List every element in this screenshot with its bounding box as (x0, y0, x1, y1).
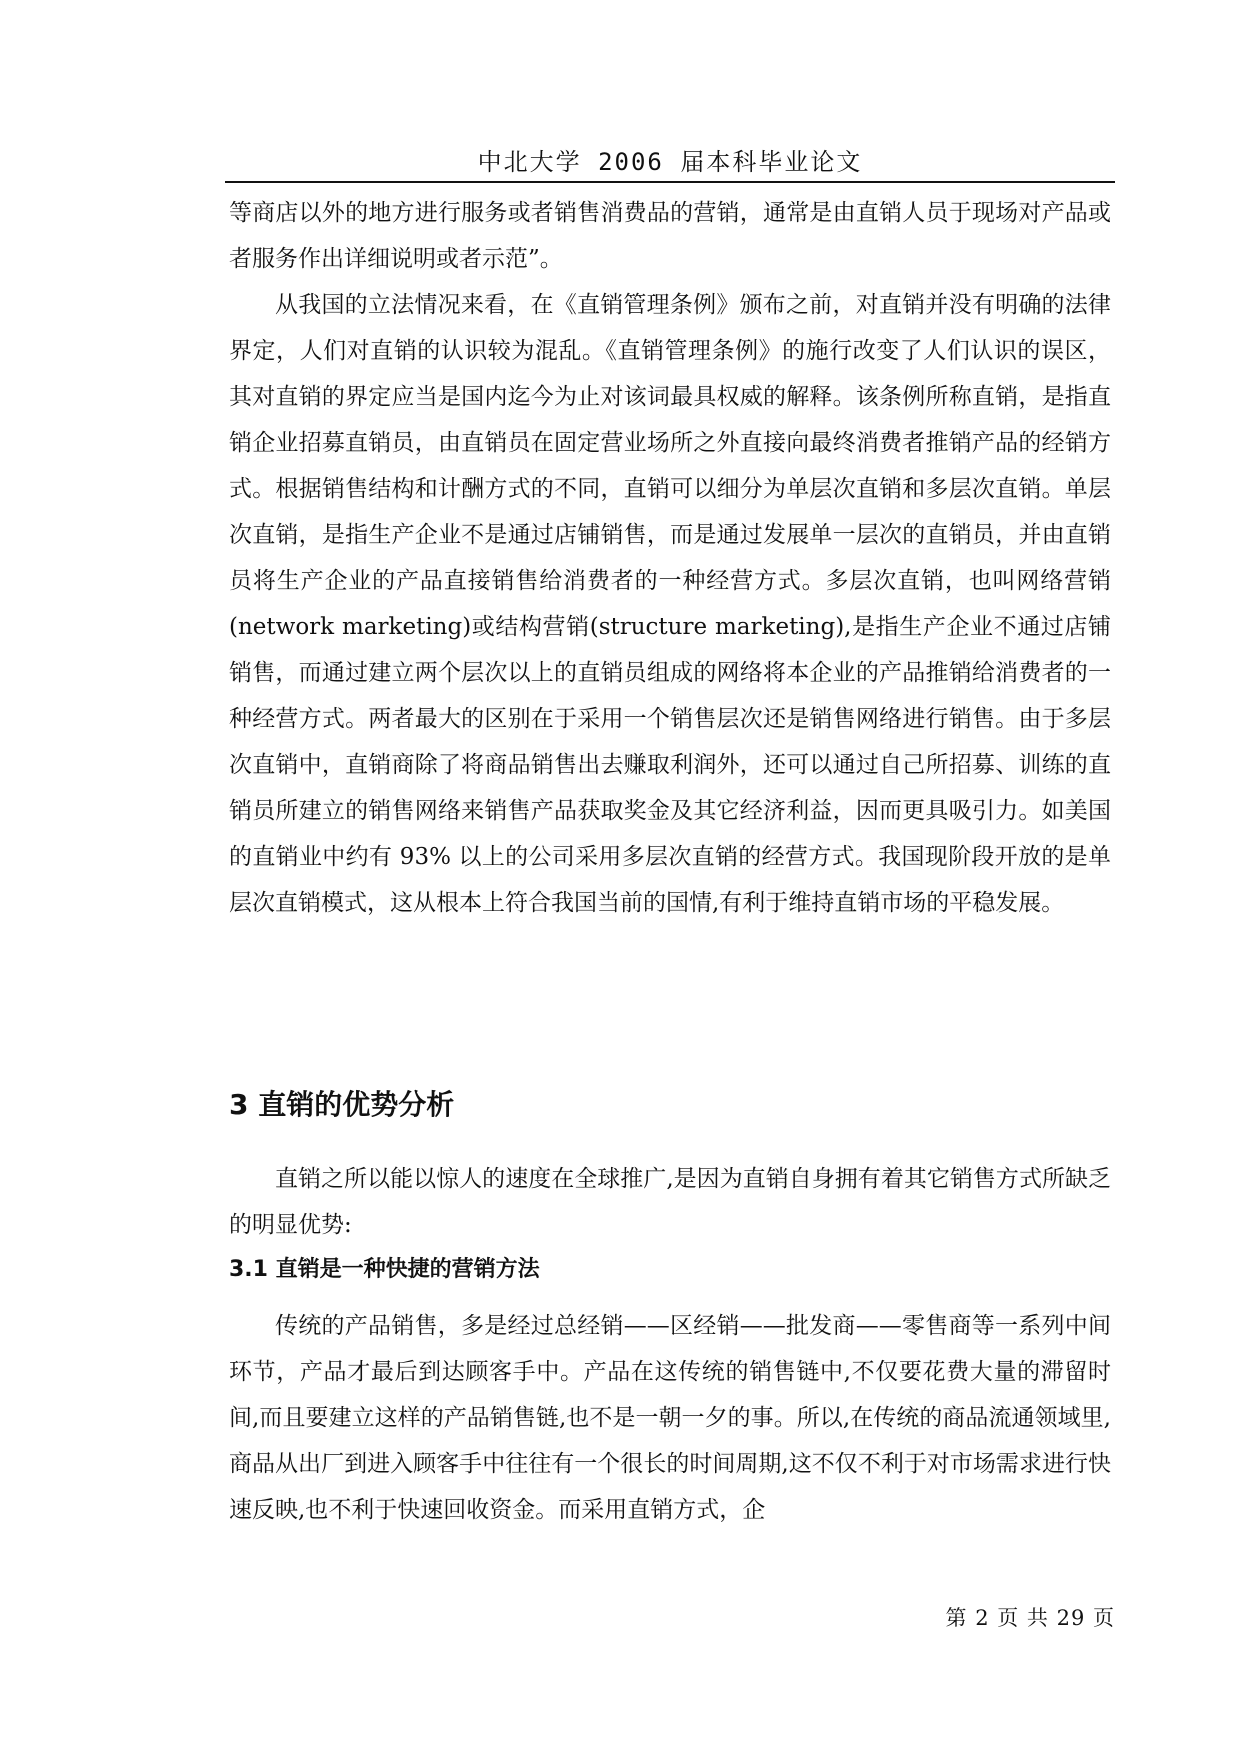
intro-section (229, 190, 1111, 926)
paragraph-advantages-intro: 直销之所以能以惊人的速度在全球推广,是因为直销自身拥有着其它销售方式所缺乏的明显优势: (229, 1166, 1111, 1238)
paragraph-traditional-sales: 传统的产品销售，多是经过总经销——区经销——批发商——零售商等一系列中间环节，产品才最后到达顾客手中。产品在这传统的销售链中,不仅要花费大量的滞留时间,而且要建立这样的产品销售链,也不是一朝一夕的事。所以,在传统的商品流通领域里,商品从出厂到进入顾客手中往往有一个很长的时间周期,这不仅不利于对市场需求进行快速反映,也不利于快速回收资金。而采用直销方式，企 (229, 1313, 1111, 1523)
page-header: 中北大学 2006 届本科毕业论文 (477, 148, 863, 176)
section-heading-3: 3 直销的优势分析 (229, 1088, 455, 1121)
paragraph-legislation: 从我国的立法情况来看，在《直销管理条例》颁布之前，对直销并没有明确的法律界定，人们对直销的认识较为混乱。《直销管理条例》的施行改变了人们认识的误区，其对直销的界定应当是国内迄今为止对该词最具权威的解释。该条例所称直销，是指直销企业招募直销员，由直销员在固定营业场所之外直接向最终消费者推销产品的经销方式。根据销售结构和计酬方式的不同，直销可以细分为单层次直销和多层次直销。单层次直销，是指生产企业不是通过店铺销售，而是通过发展单一层次的直销员，并由直销员将生产企业的产品直接销售给消费者的一种经营方式。多层次直销，也叫网络营销(network marketing)或结构营销(structure marketing),是指生产企业不通过店铺销售，而通过建立两个层次以上的直销员组成的网络将本企业的产品推销给消费者的一种经营方式。两者最大的区别在于采用一个销售层次还是销售网络进行销售。由于多层次直销中，直销商除了将商品销售出去赚取利润外，还可以通过自己所招募、训练的直销员所建立的销售网络来销售产品获取奖金及其它经济利益，因而更具吸引力。如美国的直销业中约有 93% 以上的公司采用多层次直销的经营方式。我国现阶段开放的是单层次直销模式，这从根本上符合我国当前的国情,有利于维持直销市场的平稳发展。 (229, 292, 1111, 916)
paragraph-continuation: 等商店以外的地方进行服务或者销售消费品的营销，通常是由直销人员于现场对产品或者服务作出详细说明或者示范”。 (229, 200, 1111, 272)
section-heading-3-1: 3.1 直销是一种快捷的营销方法 (229, 1257, 540, 1282)
page-number: 第 2 页 共 29 页 (945, 1606, 1115, 1630)
section-3-body (229, 1156, 1111, 1248)
section-3-1-body (229, 1303, 1111, 1533)
header-divider (225, 181, 1115, 183)
